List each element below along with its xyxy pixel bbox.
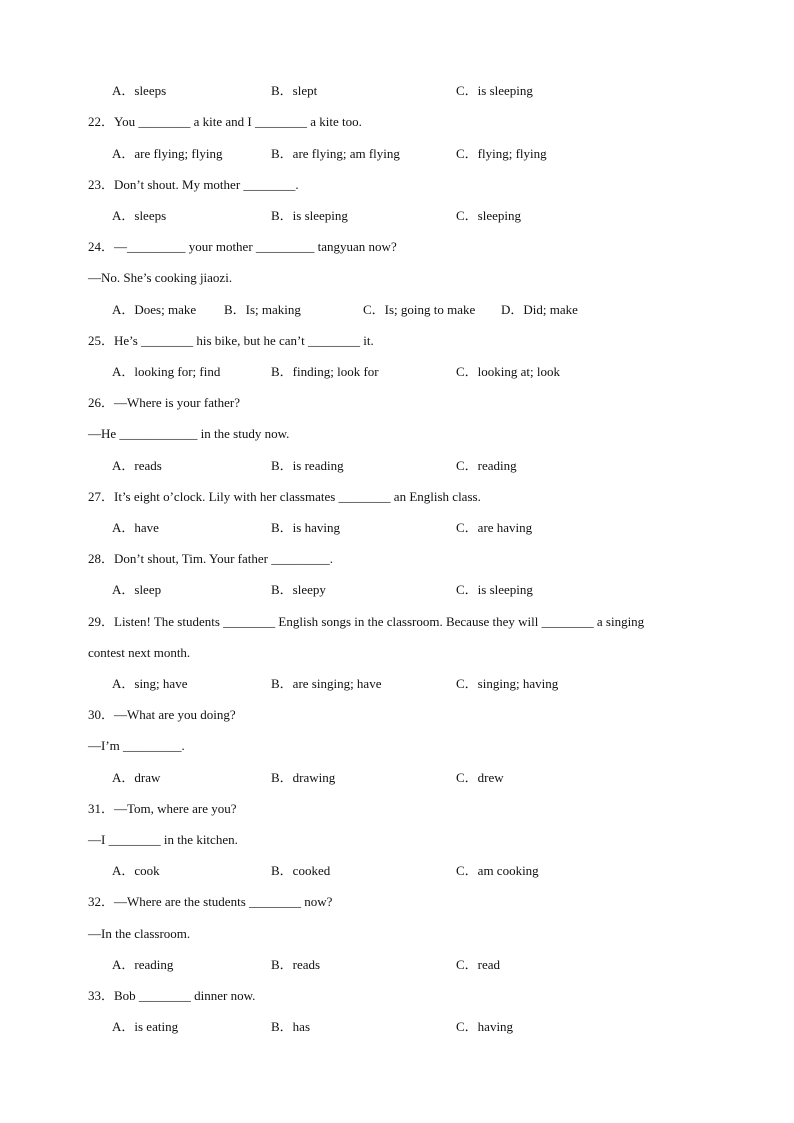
option-c: C．is sleeping: [456, 582, 533, 597]
option-a: A．draw: [112, 770, 161, 785]
question-29: 29．Listen! The students ________ English songs in the classroom. Because they will ________ a singing: [88, 614, 645, 629]
option-a: A．have: [112, 520, 159, 535]
option-c: C．Is; going to make: [363, 302, 476, 317]
option-c: C．sleeping: [456, 208, 521, 223]
options-q25: [112, 363, 712, 381]
question-24-response: —No. She’s cooking jiaozi.: [88, 270, 233, 285]
option-c: C．singing; having: [456, 676, 559, 691]
option-d: D．Did; make: [501, 302, 578, 317]
question-30: 30．—What are you doing?: [88, 707, 236, 722]
option-b: B．Is; making: [224, 302, 301, 317]
option-c: C．having: [456, 1019, 514, 1034]
option-a: A．reading: [112, 957, 174, 972]
option-b: B．finding; look for: [271, 364, 379, 379]
question-24: 24．—_________ your mother _________ tangyuan now?: [88, 239, 397, 254]
option-b: B．are singing; have: [271, 676, 382, 691]
question-23: 23．Don’t shout. My mother ________.: [88, 177, 299, 192]
question-26: 26．—Where is your father?: [88, 395, 240, 410]
option-b: B．cooked: [271, 863, 331, 878]
option-c: C．reading: [456, 458, 517, 473]
option-c: C．drew: [456, 770, 504, 785]
question-25: 25．He’s ________ his bike, but he can’t ________ it.: [88, 333, 374, 348]
question-30-response: —I’m _________.: [88, 738, 185, 753]
question-32: 32．—Where are the students ________ now?: [88, 894, 333, 909]
options-q21: [112, 82, 712, 100]
option-c: C．looking at; look: [456, 364, 561, 379]
option-c: C．flying; flying: [456, 146, 547, 161]
options-q24: [112, 301, 712, 319]
options-q26: [112, 457, 712, 475]
question-26-response: —He ____________ in the study now.: [88, 426, 290, 441]
options-q27: [112, 519, 712, 537]
question-32-response: —In the classroom.: [88, 926, 191, 941]
option-a: A．sleeps: [112, 83, 167, 98]
question-33: 33．Bob ________ dinner now.: [88, 988, 256, 1003]
option-c: C．are having: [456, 520, 533, 535]
question-31: 31．—Tom, where are you?: [88, 801, 237, 816]
options-q32: [112, 956, 712, 974]
option-b: B．reads: [271, 957, 321, 972]
option-a: A．Does; make: [112, 302, 197, 317]
option-b: B．has: [271, 1019, 311, 1034]
option-a: A．sleeps: [112, 208, 167, 223]
options-q30: [112, 769, 712, 787]
options-q29: [112, 675, 712, 693]
option-a: A．looking for; find: [112, 364, 221, 379]
option-b: B．are flying; am flying: [271, 146, 400, 161]
question-29-continued: contest next month.: [88, 645, 191, 660]
question-27: 27．It’s eight o’clock. Lily with her classmates ________ an English class.: [88, 489, 481, 504]
option-a: A．cook: [112, 863, 160, 878]
option-c: C．am cooking: [456, 863, 539, 878]
options-q33: [112, 1018, 712, 1036]
option-a: A．are flying; flying: [112, 146, 223, 161]
option-c: C．is sleeping: [456, 83, 533, 98]
option-b: B．is sleeping: [271, 208, 348, 223]
question-31-response: —I ________ in the kitchen.: [88, 832, 238, 847]
options-q28: [112, 581, 712, 599]
option-a: A．is eating: [112, 1019, 179, 1034]
option-b: B．sleepy: [271, 582, 326, 597]
options-q23: [112, 207, 712, 225]
option-b: B．is having: [271, 520, 340, 535]
options-q22: [112, 145, 712, 163]
option-a: A．reads: [112, 458, 162, 473]
options-q31: [112, 862, 712, 880]
question-22: 22．You ________ a kite and I ________ a kite too.: [88, 114, 362, 129]
option-a: A．sleep: [112, 582, 162, 597]
option-b: B．drawing: [271, 770, 336, 785]
option-b: B．is reading: [271, 458, 344, 473]
option-b: B．slept: [271, 83, 318, 98]
option-a: A．sing; have: [112, 676, 188, 691]
question-28: 28．Don’t shout, Tim. Your father _________.: [88, 551, 333, 566]
option-c: C．read: [456, 957, 501, 972]
